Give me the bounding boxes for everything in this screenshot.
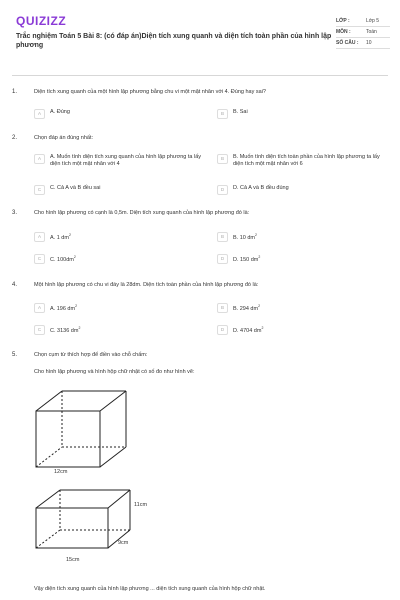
option-a[interactable] <box>34 303 204 313</box>
option-text <box>233 303 387 312</box>
question-text: Diện tích xung quanh của một hình lập phương bằng chu vi một mặt nhân với 4. Đúng hay sai? <box>34 89 266 95</box>
option-letter: B <box>217 303 228 313</box>
option-exponent: 2 <box>73 255 76 259</box>
option-letter: A <box>34 303 45 313</box>
option-a[interactable] <box>34 232 204 242</box>
meta-key: SỐ CÂU : <box>336 40 359 46</box>
meta-value: Lớp 5 <box>366 18 380 24</box>
option-letter: B <box>217 154 228 164</box>
page-title: Trắc nghiệm Toán 5 Bài 8: (có đáp án)Diện tích xung quanh và diện tích toàn phần của hình lập phương <box>16 33 332 49</box>
question-3 <box>12 210 388 268</box>
cube-hidden-edge <box>36 447 62 467</box>
meta-key: LỚP : <box>336 18 350 24</box>
cube-figure <box>30 385 160 475</box>
question-1 <box>12 89 388 121</box>
option-exponent: 2 <box>255 233 257 237</box>
option-text <box>50 254 204 263</box>
question-2 <box>12 135 388 197</box>
option-letter: C <box>34 254 45 264</box>
cube-front-face <box>36 411 100 467</box>
question-subtext: Cho hình lập phương và hình hộp chữ nhật có số đo như hình vẽ: <box>34 369 195 375</box>
footer-statement: Vậy diện tích xung quanh của hình lập phương ... diện tích xung quanh của hình hộp chữ nhật. <box>34 586 266 592</box>
box-height-label: 11cm <box>134 502 148 508</box>
option-text-main: C. 3136 dm <box>50 327 79 334</box>
option-c[interactable] <box>34 254 204 264</box>
meta-key: MÔN : <box>336 29 351 35</box>
option-text: A. Muốn tính diện tích xung quanh của hình lập phương ta lấy diện tích một mặt nhân với 4 <box>50 154 202 167</box>
meta-value: Toán <box>366 29 377 35</box>
option-exponent: 2 <box>261 326 264 330</box>
question-4 <box>12 282 388 340</box>
option-d[interactable] <box>217 254 387 264</box>
question-number: 3. <box>12 210 18 216</box>
option-b[interactable] <box>217 109 387 119</box>
cube-edge-label: 12cm <box>54 469 68 475</box>
option-text-main: D. 150 dm <box>233 256 259 263</box>
option-text-main: B. 294 dm <box>233 305 259 312</box>
option-text: B. Sai <box>233 109 248 115</box>
question-text: Chọn đáp án đúng nhất: <box>34 135 94 141</box>
option-a[interactable] <box>34 109 204 119</box>
box-figure <box>30 484 150 556</box>
question-number: 5. <box>12 352 18 358</box>
option-d[interactable] <box>217 325 387 335</box>
question-number: 2. <box>12 135 18 141</box>
brand-logo: QUIZIZZ <box>16 14 67 28</box>
option-exponent: 2 <box>78 326 81 330</box>
box-edge <box>36 490 60 508</box>
meta-box <box>336 16 390 49</box>
option-exponent: 2 <box>258 304 261 308</box>
option-letter: C <box>34 325 45 335</box>
meta-row <box>336 16 390 27</box>
meta-row <box>336 27 390 38</box>
option-letter: A <box>34 232 45 242</box>
meta-row <box>336 38 390 49</box>
option-text <box>233 325 387 334</box>
option-text: A. Đúng <box>50 109 70 115</box>
box-front-face <box>36 508 108 548</box>
option-letter: D <box>217 185 228 195</box>
cube-edge <box>100 391 126 411</box>
option-letter: A <box>34 154 45 164</box>
box-edge <box>108 490 130 508</box>
option-text-main: A. 196 dm <box>50 305 76 312</box>
box-length-label: 15cm <box>66 557 80 563</box>
option-text <box>50 325 204 334</box>
option-text <box>50 303 204 312</box>
cube-edge <box>36 391 62 411</box>
option-text: D. Cả A và B đều đúng <box>233 185 289 191</box>
option-text <box>233 254 387 263</box>
question-number: 4. <box>12 282 18 288</box>
option-text-main: A. 1 dm <box>50 234 69 241</box>
option-d[interactable] <box>217 185 387 195</box>
option-letter: B <box>217 232 228 242</box>
question-number: 1. <box>12 89 18 95</box>
option-exponent: 2 <box>258 255 261 259</box>
option-text-main: B. 10 dm <box>233 234 256 241</box>
cube-edge <box>100 447 126 467</box>
option-b[interactable] <box>217 303 387 313</box>
option-letter: A <box>34 109 45 119</box>
option-text-main: C. 100dm <box>50 256 74 263</box>
option-letter: C <box>34 185 45 195</box>
question-text: Cho hình lập phương có cạnh là 0,5m. Diện tích xung quanh của hình lập phương đó là: <box>34 210 250 216</box>
box-hidden-edge <box>36 530 60 548</box>
box-depth-label: 9cm <box>118 540 129 546</box>
option-exponent: 2 <box>75 304 78 308</box>
option-exponent: 2 <box>68 233 71 237</box>
question-text: Chọn cụm từ thích hợp để điền vào chỗ chấm: <box>34 352 148 358</box>
option-letter: D <box>217 325 228 335</box>
question-text: Một hình lập phương có chu vi đáy là 28dm. Diện tích toàn phần của hình lập phương đó là: <box>34 282 259 288</box>
option-letter: D <box>217 254 228 264</box>
option-c[interactable] <box>34 325 204 335</box>
option-letter: B <box>217 109 228 119</box>
option-b[interactable] <box>217 232 387 242</box>
header-divider <box>12 75 388 76</box>
option-text: B. Muốn tính diện tích toàn phần của hình lập phương ta lấy diện tích một mặt nhân với 6 <box>233 154 380 167</box>
option-c[interactable] <box>34 185 204 195</box>
question-5 <box>12 352 388 382</box>
option-text <box>50 232 204 241</box>
option-text-main: D. 4704 dm <box>233 327 262 334</box>
option-a[interactable] <box>34 154 204 170</box>
option-b[interactable] <box>217 154 387 170</box>
option-text: C. Cả A và B đều sai <box>50 185 101 191</box>
option-text <box>233 232 387 241</box>
meta-value: 10 <box>366 40 372 46</box>
